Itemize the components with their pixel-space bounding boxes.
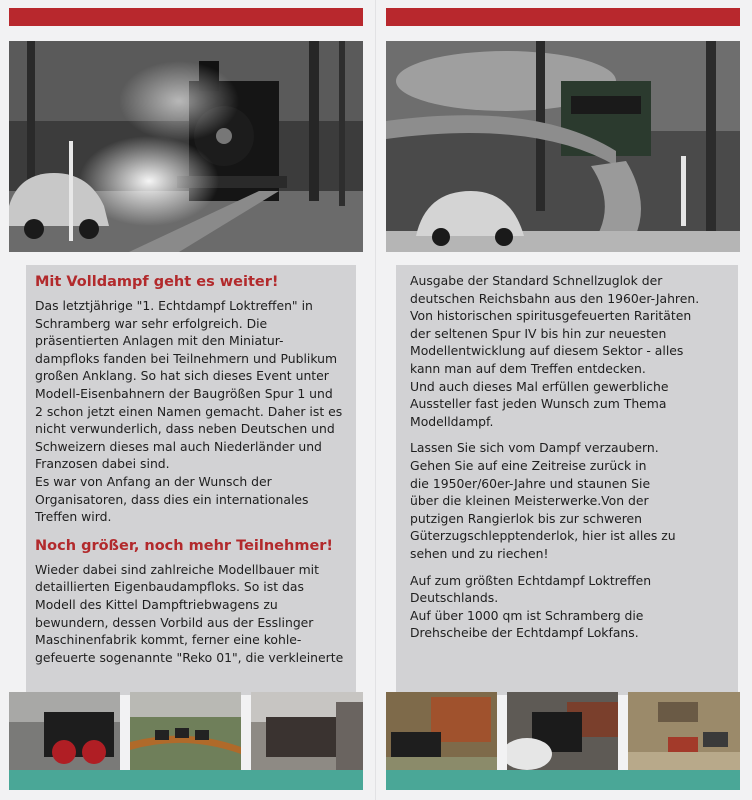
left-red-header-bar: [9, 8, 363, 26]
section-body-volldampf: Das letztjährige "1. Echtdampf Loktreffen" in Schramberg war sehr erfolgreich. Die präsentierten Anlagen mit den Miniatur- dampfloks fanden bei Teilnehmern und Publikum großen Anklang. So hat sich dieses Event unter Modell-Eisenbahnern der Baugrößen Spur 1 und 2 schon jetzt einen Namen gemacht. Daher ist es nicht verwunderlich, dass neben Deutschen und Schweizern dieses mal auch Niederländer und Franzosen dabei sind. Es war von Anfang an der Wunsch der Organisatoren, dass dies ein internationales Treffen wird.: [35, 298, 343, 525]
page-fold: [375, 0, 376, 800]
section-heading-teilnehmer: Noch größer, noch mehr Teilnehmer!: [35, 537, 334, 554]
steam-locomotive-image: [9, 41, 363, 252]
trestle-train-thumb: [130, 692, 241, 770]
left-footer-photo-1: [9, 692, 120, 770]
locomotive-closeup-thumb: [251, 692, 363, 770]
section-body-teilnehmer: Wieder dabei sind zahlreiche Modellbauer mit detaillierten Eigenbaudampfloks. So ist das Modell des Kittel Dampftriebwagens zu bewundern, dessen Vorbild aus der Esslinger Maschinenfabrik kommt, ferner eine kohle- gefeuerte sogenannte "Reko 01", die verkleinerte: [35, 561, 344, 665]
left-teal-footer-bar: [9, 770, 363, 790]
electric-railcar-image: [386, 41, 740, 252]
right-paragraph-2: Lassen Sie sich vom Dampf verzaubern. Gehen Sie auf eine Zeitreise zurück in die 1950er/60er-Jahre und staunen Sie über die kleinen Meisterwerke.Von der putzigen Rangierlok bis zur schweren Güterzugschlepptenderlok, hier ist alles zu sehen und zu riechen!: [410, 440, 676, 561]
left-top-photo: [9, 41, 363, 252]
right-footer-photo-3: [628, 692, 740, 770]
left-footer-photo-3: [251, 692, 363, 770]
steaming-locomotive-thumb: [507, 692, 618, 770]
engine-shed-thumb: [386, 692, 497, 770]
right-teal-footer-bar: [386, 770, 740, 790]
right-red-header-bar: [386, 8, 740, 26]
right-footer-photo-2: [507, 692, 618, 770]
section-heading-volldampf: Mit Volldampf geht es weiter!: [35, 274, 279, 290]
right-top-photo: [386, 41, 740, 252]
left-footer-photo-2: [130, 692, 241, 770]
right-footer-photo-1: [386, 692, 497, 770]
steam-locomotive-thumb: [9, 692, 120, 770]
right-paragraph-1: Ausgabe der Standard Schnellzuglok der deutschen Reichsbahn aus den 1960er-Jahren. Von historischen spiritusgefeuerten Raritäten der seltenen Spur IV bis hin zur neuesten Modellentwicklung auf diesem Sektor - alles kann man auf dem Treffen entdecken. Und auch dieses Mal erfüllen gewerbliche Aussteller fast jeden Wunsch zum Thema Modelldampf.: [410, 273, 700, 429]
railway-yard-thumb: [628, 692, 740, 770]
left-text-panel: [26, 265, 356, 695]
right-paragraph-3: Auf zum größten Echtdampf Loktreffen Deutschlands. Auf über 1000 qm ist Schramberg die Drehscheibe der Echtdampf Lokfans.: [410, 572, 652, 641]
right-text-panel: [396, 265, 738, 695]
